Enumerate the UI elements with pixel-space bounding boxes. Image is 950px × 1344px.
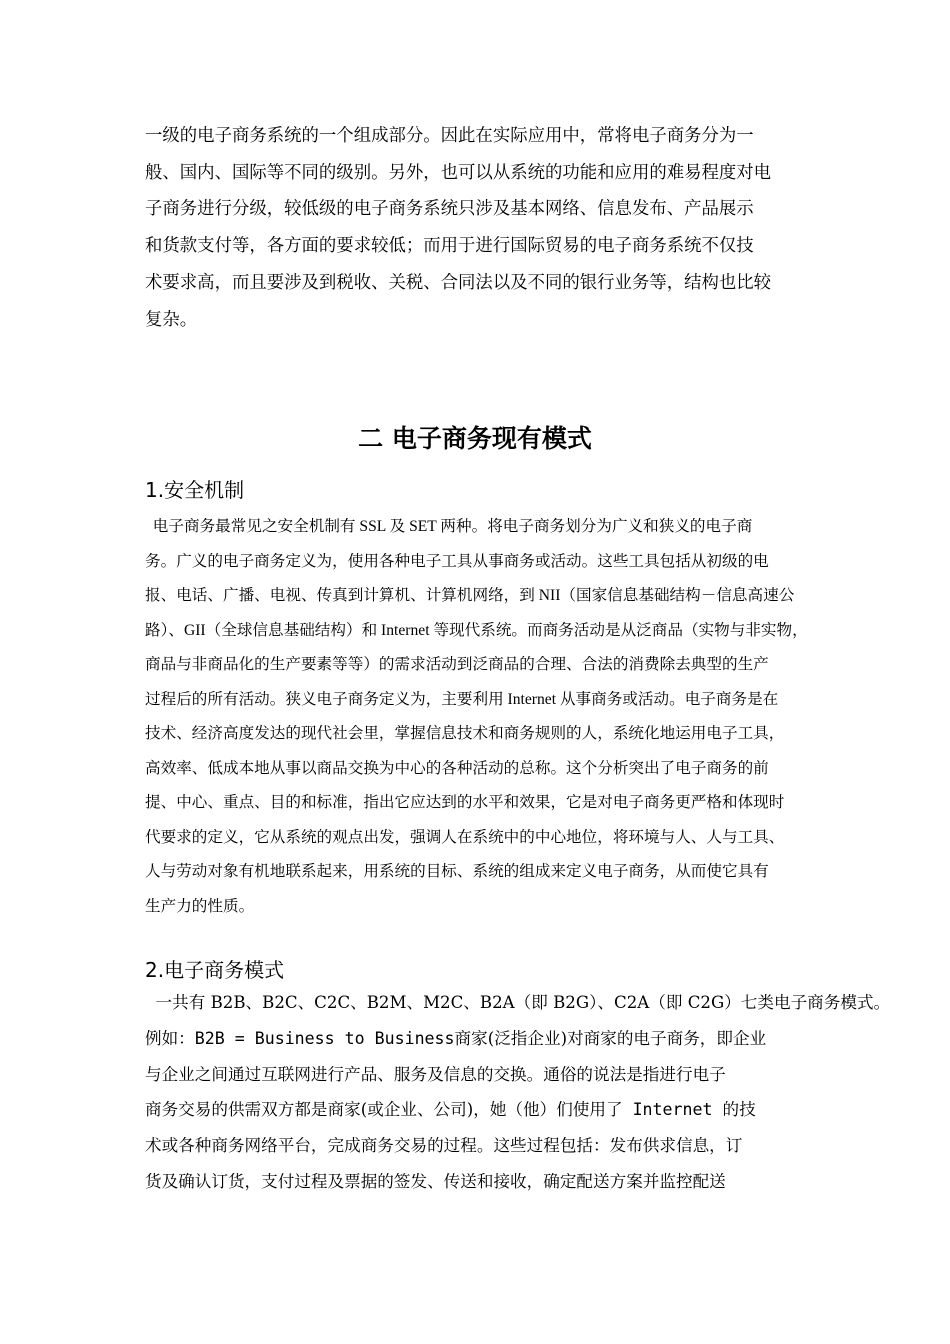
paragraph-line: 代要求的定义，它从系统的观点出发，强调人在系统中的中心地位，将环境与人、人与工具、 xyxy=(145,828,785,846)
ecommerce-models-paragraph xyxy=(145,985,891,1200)
line-text: 一共有 B2B、B2C、C2C、B2M、M2C、B2A（即 B2G）、C2A（即 C2G）七类电子商务模式。 xyxy=(145,993,891,1012)
paragraph-line xyxy=(145,1092,811,1128)
paragraph-line xyxy=(145,1057,811,1093)
paragraph-line: 技术、经济高度发达的现代社会里，掌握信息技术和商务规则的人，系统化地运用电子工具， xyxy=(145,725,785,742)
paragraph-line: 子商务进行分级，较低级的电子商务系统只涉及基本网络、信息发布、产品展示 xyxy=(145,199,754,220)
line-text: 术或各种商务网络平台，完成商务交易的过程。这些过程包括：发布供求信息，订 xyxy=(145,1136,743,1156)
line-text: 的技 xyxy=(722,1100,756,1120)
paragraph-line xyxy=(145,985,891,1021)
paragraph-line xyxy=(145,1021,811,1057)
subsection-heading-ecommerce-models: 2.电子商务模式 xyxy=(145,958,285,982)
section-heading: 二 电子商务现有模式 xyxy=(358,424,592,453)
paragraph-line: 复杂。 xyxy=(145,309,198,330)
paragraph-line: 般、国内、国际等不同的级别。另外，也可以从系统的功能和应用的难易程度对电 xyxy=(145,162,772,183)
line-text: 例如： xyxy=(145,1028,195,1048)
line-text: 与企业之间通过互联网进行产品、服务及信息的交换。通俗的说法是指进行电子 xyxy=(145,1064,726,1084)
paragraph-line: 术要求高，而且要涉及到税收、关税、合同法以及不同的银行业务等，结构也比较 xyxy=(145,272,772,293)
line-text: 商家(泛指企业)对商家的电子商务，即企业 xyxy=(454,1028,767,1048)
paragraph-line: 商品与非商品化的生产要素等等）的需求活动到泛商品的合理、合法的消费除去典型的生产 xyxy=(145,656,769,673)
paragraph-line: 提、中心、重点、目的和标准，指出它应达到的水平和效果，它是对电子商务更严格和体现时 xyxy=(145,794,785,811)
paragraph-line: 和货款支付等，各方面的要求较低；而用于进行国际贸易的电子商务系统不仅技 xyxy=(145,236,754,257)
security-paragraph xyxy=(145,510,811,924)
intro-paragraph xyxy=(145,118,811,338)
paragraph-line: 一级的电子商务系统的一个组成部分。因此在实际应用中，常将电子商务分为一 xyxy=(145,126,754,146)
paragraph-line: 高效率、低成本地从事以商品交换为中心的各种活动的总称。这个分析突出了电子商务的前 xyxy=(145,759,769,777)
paragraph-line: 电子商务最常见之安全机制有 SSL 及 SET 两种。将电子商务划分为广义和狭义的电子商 xyxy=(145,518,753,535)
paragraph-line xyxy=(145,1128,811,1164)
subsection-heading-security: 1.安全机制 xyxy=(145,478,245,502)
paragraph-line: 报、电话、广播、电视、传真到计算机、计算机网络，到 NII（国家信息基础结构－信息高速公 xyxy=(145,587,795,604)
paragraph-line xyxy=(145,1164,811,1200)
line-text-latin: B2B = Business to Business xyxy=(194,1028,455,1048)
line-text: 货及确认订货，支付过程及票据的签发、传送和接收，确定配送方案并监控配送 xyxy=(145,1171,726,1191)
line-text: 商务交易的供需双方都是商家(或企业、公司)，她（他）们使用了 xyxy=(145,1100,623,1120)
paragraph-line: 路）、GII（全球信息基础结构）和 Internet 等现代系统。而商务活动是从泛商品（实物与非实物， xyxy=(145,621,808,639)
paragraph-line: 生产力的性质。 xyxy=(145,897,255,915)
paragraph-line: 务。广义的电子商务定义为，使用各种电子工具从事商务或活动。这些工具包括从初级的电 xyxy=(145,552,769,570)
line-text-latin: Internet xyxy=(622,1100,723,1120)
paragraph-line: 人与劳动对象有机地联系起来，用系统的目标、系统的组成来定义电子商务，从而使它具有 xyxy=(145,863,769,880)
paragraph-line: 过程后的所有活动。狭义电子商务定义为，主要利用 Internet 从事商务或活动。电子商务是在 xyxy=(145,690,779,708)
